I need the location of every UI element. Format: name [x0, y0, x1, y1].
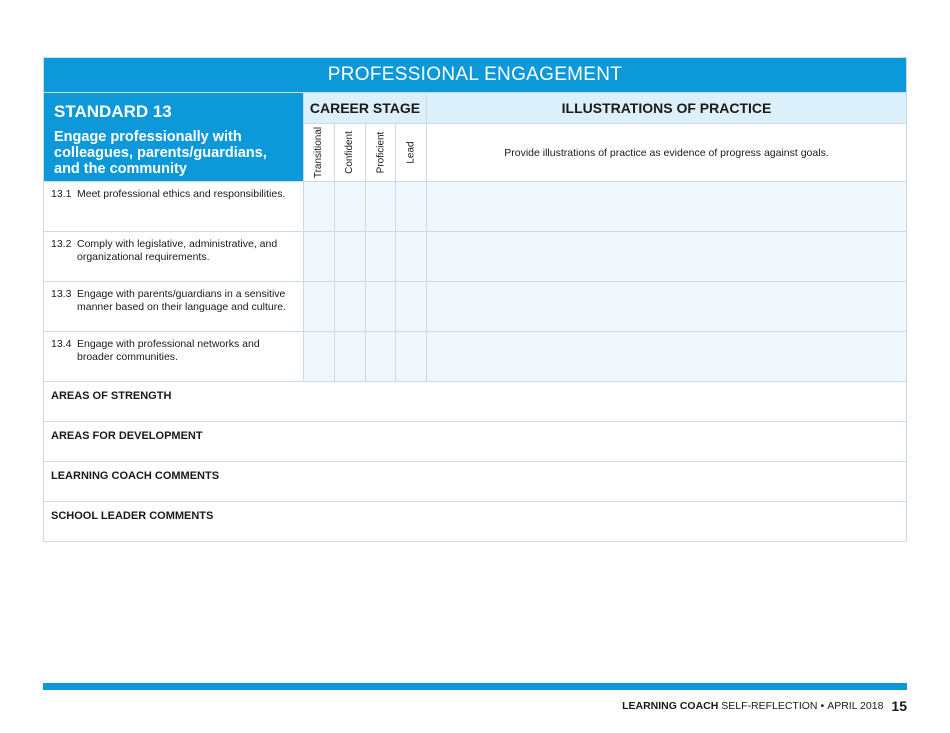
- item-number: 13.3: [51, 288, 72, 300]
- table-row: [44, 181, 906, 231]
- item-number: 13.2: [51, 238, 72, 250]
- standard-item: [44, 182, 303, 231]
- standard-title: STANDARD 13: [54, 102, 172, 121]
- item-text: Engage with parents/guardians in a sensitive manner based on their language and culture.: [77, 288, 286, 313]
- checkbox-cell-lead[interactable]: [395, 282, 426, 331]
- illustrations-header: [426, 93, 906, 181]
- item-text: Meet professional ethics and responsibilities.: [77, 188, 286, 200]
- checkbox-cell-proficient[interactable]: [365, 182, 396, 231]
- reflection-table: [43, 57, 907, 542]
- table-row: [44, 231, 906, 281]
- header-row: [44, 92, 906, 181]
- areas-of-strength-field[interactable]: AREAS OF STRENGTH: [44, 381, 906, 421]
- standard-block: [44, 93, 303, 181]
- checkbox-cell-proficient[interactable]: [365, 282, 396, 331]
- footer-doc-title: LEARNING COACH: [622, 700, 719, 712]
- table-row: [44, 331, 906, 381]
- career-stage-title: CAREER STAGE: [304, 93, 426, 124]
- illustrations-description: Provide illustrations of practice as evidence of progress against goals.: [504, 146, 829, 159]
- item-text: Engage with professional networks and broader communities.: [77, 338, 260, 363]
- school-leader-comments-field[interactable]: SCHOOL LEADER COMMENTS: [44, 501, 906, 541]
- checkbox-cell-transitional[interactable]: [303, 232, 334, 281]
- checkbox-cell-lead[interactable]: [395, 332, 426, 381]
- stage-label: Confident: [344, 131, 356, 174]
- footer-bar: [43, 683, 907, 690]
- page-number: 15: [891, 698, 907, 714]
- career-stage-columns: [304, 124, 426, 181]
- checkbox-cell-confident[interactable]: [334, 232, 365, 281]
- checkbox-cell-confident[interactable]: [334, 282, 365, 331]
- illustration-entry[interactable]: [426, 232, 906, 281]
- standard-item: [44, 282, 303, 331]
- footer-date: APRIL 2018: [827, 700, 884, 712]
- stage-label: Proficient: [374, 131, 386, 174]
- career-stage-header: [303, 93, 426, 181]
- section-banner: PROFESSIONAL ENGAGEMENT: [44, 58, 906, 92]
- standard-description: Engage professionally with colleagues, parents/guardians, and the community: [54, 129, 267, 177]
- stage-proficient: [365, 124, 396, 181]
- footer-doc-subtitle: SELF-REFLECTION: [721, 700, 818, 712]
- illustrations-title: ILLUSTRATIONS OF PRACTICE: [427, 93, 906, 124]
- standard-item: [44, 232, 303, 281]
- footer-separator: •: [820, 700, 825, 712]
- illustration-entry[interactable]: [426, 182, 906, 231]
- areas-for-development-field[interactable]: AREAS FOR DEVELOPMENT: [44, 421, 906, 461]
- checkbox-cell-proficient[interactable]: [365, 332, 396, 381]
- checkbox-cell-transitional[interactable]: [303, 182, 334, 231]
- illustration-entry[interactable]: [426, 332, 906, 381]
- stage-transitional: [304, 124, 334, 181]
- checkbox-cell-transitional[interactable]: [303, 282, 334, 331]
- checkbox-cell-transitional[interactable]: [303, 332, 334, 381]
- standard-item: [44, 332, 303, 381]
- learning-coach-comments-field[interactable]: LEARNING COACH COMMENTS: [44, 461, 906, 501]
- checkbox-cell-confident[interactable]: [334, 182, 365, 231]
- checkbox-cell-lead[interactable]: [395, 232, 426, 281]
- stage-lead: [395, 124, 426, 181]
- item-number: 13.1: [51, 188, 72, 200]
- checkbox-cell-proficient[interactable]: [365, 232, 396, 281]
- item-text: Comply with legislative, administrative, and organizational requirements.: [77, 238, 278, 263]
- footer: [622, 698, 907, 714]
- stage-label: Transitional: [313, 126, 325, 179]
- checkbox-cell-lead[interactable]: [395, 182, 426, 231]
- item-number: 13.4: [51, 338, 72, 350]
- stage-label: Lead: [405, 141, 417, 164]
- checkbox-cell-confident[interactable]: [334, 332, 365, 381]
- table-row: [44, 281, 906, 331]
- illustration-entry[interactable]: [426, 282, 906, 331]
- stage-confident: [334, 124, 365, 181]
